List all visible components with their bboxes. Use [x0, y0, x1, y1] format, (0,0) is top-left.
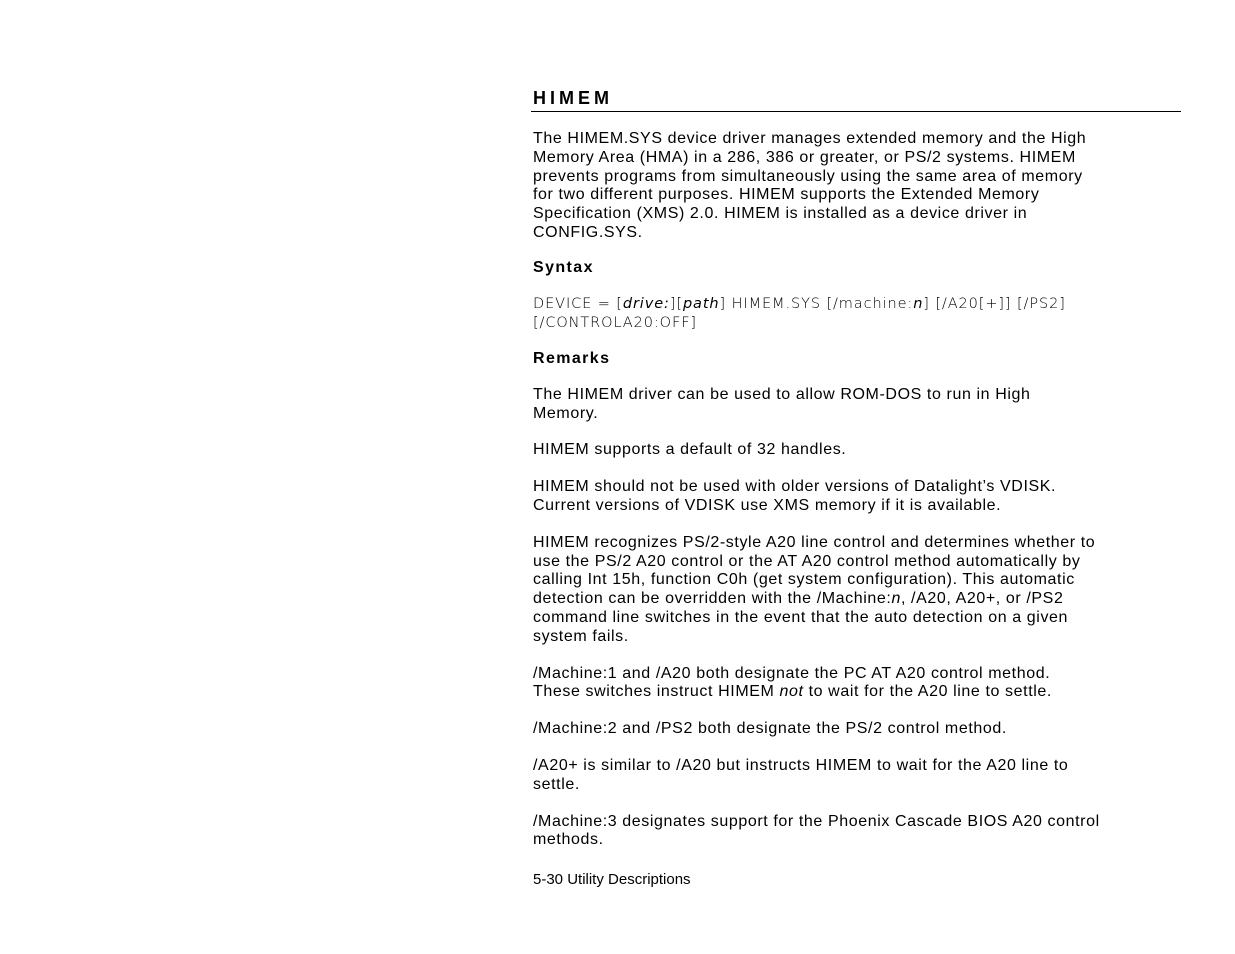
remarks-paragraph	[533, 534, 1181, 647]
title-rule	[531, 111, 1181, 112]
syntax-part: DEVICE = [	[533, 295, 623, 312]
section-title: HIMEM	[533, 88, 613, 108]
remarks-heading: Remarks	[533, 349, 611, 367]
syntax-part: ] [/A20[+]] [/PS2]	[923, 295, 1066, 312]
remarks-paragraph: /Machine:3 designates support for the Phoenix Cascade BIOS A20 control methods.	[533, 812, 1100, 849]
syntax-text	[533, 295, 1181, 334]
intro-paragraph: The HIMEM.SYS device driver manages extended memory and the High Memory Area (HMA) in a 286, 386 or greater, or PS/2 systems. HIMEM prevents programs from simultaneously using the same area of memory for two different purposes. HIMEM supports the Extended Memory Specification (XMS) 2.0. HIMEM is installed as a device driver in CONFIG.SYS.	[533, 130, 1087, 241]
remarks-paragraph: HIMEM supports a default of 32 handles.	[533, 441, 847, 459]
remarks-italic-not: not	[779, 683, 804, 701]
remarks-paragraph: The HIMEM driver can be used to allow ROM-DOS to run in High Memory.	[533, 385, 1031, 422]
remarks-text: , /A20, A20+, or /PS2 command line switches in the event that the auto detection on a given system fails.	[533, 590, 1069, 645]
syntax-heading: Syntax	[533, 258, 594, 276]
syntax-line2: [/CONTROLA20:OFF]	[533, 315, 697, 332]
syntax-drive: drive:	[622, 295, 670, 312]
syntax-part: ][	[669, 295, 683, 312]
syntax-path: path	[682, 295, 720, 312]
syntax-n: n	[913, 295, 924, 312]
remarks-italic-n: n	[891, 590, 901, 608]
syntax-part: ] HIMEM.SYS [/machine:	[719, 295, 914, 312]
page-footer: 5-30 Utility Descriptions	[533, 871, 691, 888]
document-page	[533, 88, 1181, 868]
remarks-text: /Machine:1 and /A20 both designate the PC AT A20 control method. These switches instruct HIMEM	[533, 664, 1051, 701]
remarks-paragraph: /A20+ is similar to /A20 but instructs HIMEM to wait for the A20 line to settle.	[533, 756, 1069, 793]
remarks-text: to wait for the A20 line to settle.	[803, 683, 1052, 701]
remarks-paragraph	[533, 665, 1181, 703]
remarks-text: HIMEM recognizes PS/2-style A20 line control and determines whether to use the PS/2 A20 control or the AT A20 control method automatically by calling Int 15h, function C0h (get system configuration). This automatic detection can be overridden with the /Machine:	[533, 533, 1096, 608]
remarks-paragraph: HIMEM should not be used with older versions of Datalight’s VDISK. Current versions of VDISK use XMS memory if it is available.	[533, 478, 1057, 514]
remarks-paragraph: /Machine:2 and /PS2 both designate the PS/2 control method.	[533, 720, 1007, 738]
